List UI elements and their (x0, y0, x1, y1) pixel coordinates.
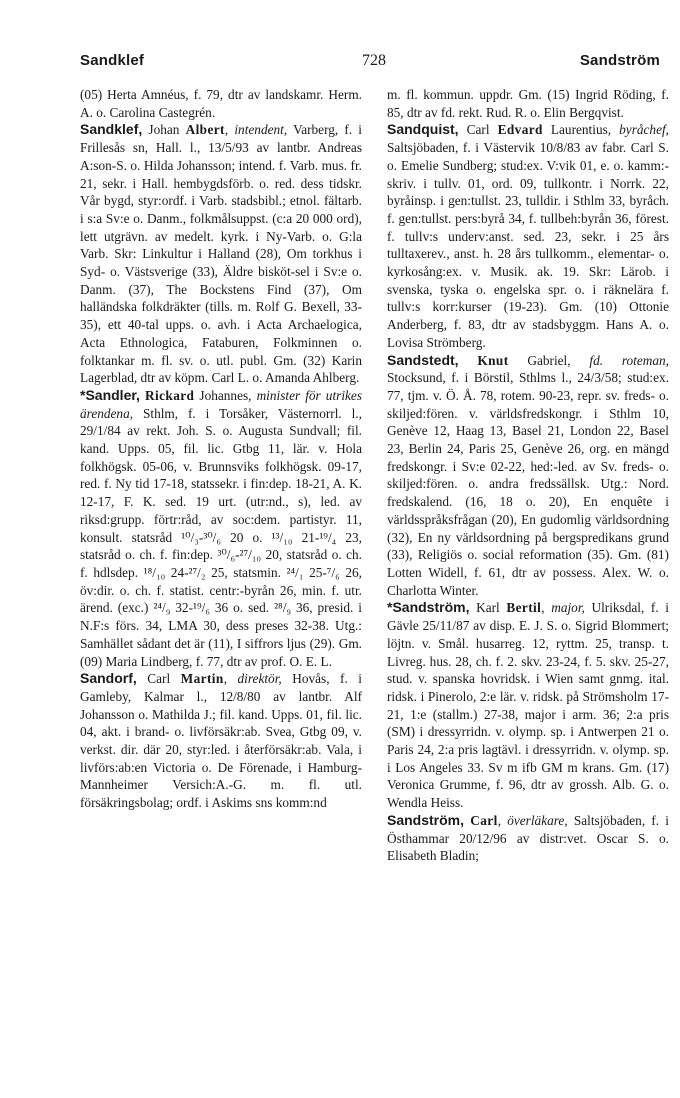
right-column (387, 86, 669, 865)
entry-title: direktör, (237, 671, 282, 687)
entry-title: fd. roteman, (589, 352, 669, 368)
entry-text: Stocksund, f. i Börstil, Sthlms l., 24/3/58; stud:ex. 77, tjm. v. Ö. Å. 78, rotem. 90-23, repr. sv. freds- o. skiljed:fören. v. världsfredskongr. i Sthlm 10, Genève 12, Haag 13, Basel 21, London 22, Basel 23, Berlin 24, Paris 25, Genève 26, org. en mängd fredskongr. i Sv:e 02-22, hed:-led. av Sv. freds- o. skiljed:fören. o. andra fredssällsk. Utg.: Nord. fredskalend. (16, 18 o. 20), En enquête i världsspråksfrågan (20), En gudomlig världsordning (32), En ny världsordning på bergspredikans grund (33), Religiös o. social reformation (35). Gm. (81) Lotten Widell, f. 61, dtr av possess. Alex. W. o. Charlotta Winter. (387, 370, 669, 598)
entry-text: Saltsjöbaden, f. i Östhammar 20/12/96 av distr:vet. Oscar S. o. Elisabeth Bladin; (387, 812, 669, 864)
biography-entry (387, 352, 669, 600)
entry-given-name: Edvard (497, 122, 543, 138)
entry-title: minister för utrikes ärendena, (80, 387, 362, 421)
entry-text: (05) Herta Amnéus, f. 79, dtr av landskamr. Herm. A. o. Carolina Castegrén. (80, 87, 362, 120)
entry-text: Karl (469, 600, 507, 616)
entry-surname: Sandström, (387, 811, 465, 828)
entry-text: Carl (458, 122, 498, 138)
entry-text: Varberg, f. i Frillesås sn, Hall. l., 13/5/93 av lantbr. Andreas A:son-S. o. Hilda Johansson; intend. f. Varb. mus. fr. 21, sekr. i Hall. hembygdsförb. o. red. dess tidskr. Vår bygd, styr:ordf. i Varb. stadsbibl.; etnol. fältarb. i s:a Sv:e o. Danm., folkmålsuppst. (c:a 20 000 ord), lett utgrävn. av medelt. kyrk. i Ny-Varb. o. G:la Varb. Skr: Linkultur i Halland (28), Om torkhus i Syd- o. Västsverige (33), Äldre bisköt-sel i Sv:e o. Danm. (37), The Bockstens Find (37), Om halländska folkdräkter (tills. m. Rolf G. Bexell, 33-35), ett 40-tal upps. o. avh. i Acta Archaelogica, Acta Ethnologica, Fataburen, Folkminnen o. folktankar m. fl. sv. o. utl. publ. Gm. (32) Karin Lagerblad, dtr av köpm. Carl L. o. Amanda Ahlberg. (80, 122, 362, 386)
biography-entry (80, 121, 362, 387)
entry-given-name: Rickard (145, 387, 195, 403)
entry-text: Hovås, f. i Gamleby, Kalmar l., 12/8/80 av lantbr. Alf Johansson o. Mathilda J.; fil. kand. Upps. 01, fil. lic. 04, akt. i brand- o. livförsäkr:ab. Svea, Gtbg 09, v. verkst. dir. där 20, styr:led. i återförsäkr:ab. Vala, i livförs:ab:en Victoria o. De Förenade, i Hamburg-Mannheimer Versich:A.-G. m. fl. utl. försäkringsbolag; ordf. i Askims sns komm:nd (80, 671, 362, 811)
entry-text: m. fl. kommun. uppdr. Gm. (15) Ingrid Röding, f. 85, dtr av fd. rekt. Rud. R. o. Elin Bergqvist. (387, 87, 669, 120)
entry-text: Johan (142, 122, 186, 138)
biography-entry (387, 86, 669, 121)
entry-text: , (497, 812, 508, 828)
entry-surname: Sandquist, (387, 121, 459, 138)
entry-text: , (223, 671, 238, 687)
biography-entry (387, 599, 669, 811)
entry-surname: Sandstedt, (387, 351, 459, 368)
running-head (80, 52, 660, 74)
entry-given-name: Albert (185, 122, 225, 138)
biography-entry (80, 670, 362, 812)
entry-text: , (541, 600, 552, 616)
entry-title: intendent, (234, 122, 288, 138)
entry-surname: *Sandler, (80, 386, 140, 403)
entry-text: Saltsjöbaden, f. i Västervik 10/8/83 av fabr. Carl S. o. Emelie Sundberg; stud:ex. V:vik 01, e. o. kamm:-skriv. i tullv. 01, ord. 09, tullkontr. i Norrk. 22, byråinsp. i gen:tullst. 23, tulldir. i Sthlm 33, byråch. f. gen:tullst. pers:byrå 34, f. tullbeh:byrån 36, förest. f. tullv:s underv:anst. sed. 23, sekr. i 25 års tulltaxerev., anst. h. 28 års tullkomm., elementar- o. kyrkosång:ex. v. Musik. ak. 19. Skr: Lärob. i svenska, tyska o. engelska spr. o. i räknelära f. tullv:s korr:kurser (19-23). Gm. (10) Ottonie Anderberg, f. 83, dtr av stadsbyggm. Hans A. o. Lovisa Strömberg. (387, 140, 669, 350)
entry-title: byråchef, (619, 122, 669, 138)
entry-text: Gabriel, (508, 352, 590, 368)
entry-given-name: Carl (470, 812, 498, 828)
biography-entry (387, 812, 669, 865)
entry-given-name: Knut (477, 352, 509, 368)
left-column (80, 86, 362, 812)
entry-text: Sthlm, f. i Torsåker, Västernorrl. l., 29/1/84 av rekt. Joh. S. o. Augusta Sundvall; fil. kand. Upps. 05, fil. lic. Gtbg 11, lär. v. Hola folkhögsk. 05-06, v. Brunnsviks folkhögsk. 09-17, red. f. Ny tid 17-18, statssekr. i fin:dep. 18-21, A. K. 12-17, F. K. sed. 19 urt. (utr:nd., s), led. av riksd:grupp. förtr:råd, av soc:dem. partistyr. 11, konsult. statsråd ¹⁰/₃-³⁰/₆ 20 o. ¹³/₁₀ 21-¹⁹/₄ 23, statsråd o. ch. f. fin:dep. ³⁰/₆-²⁷/₁₀ 20, statsråd o. ch. f. hdlsdep. ¹⁸/₁₀ 24-²⁷/₂ 25, statsmin. ²⁴/₁ 25-⁷/₆ 26, öv:dir. o. ch. f. statist. centr:-byrån 26, min. f. utr. ärend. (exc.) ²⁴/₉ 32-¹⁹/₆ 36 o. sed. ²⁸/₉ 36, presid. i N.F:s förs. 34, LMA 30, dess preses 32-38. Utg.: Samhället sådant det är (11), I siffrors ljus (29). Gm. (09) Maria Lindberg, f. 77, dtr av prof. O. E. L. (80, 405, 362, 669)
entry-given-name: Bertil (506, 600, 542, 616)
entry-title: överläkare, (507, 812, 568, 828)
biography-entry (80, 86, 362, 121)
entry-surname: *Sandström, (387, 599, 470, 616)
entry-text (459, 353, 478, 368)
entry-surname: Sandorf, (80, 670, 137, 687)
page-number: 728 (362, 52, 386, 69)
biography-entry (80, 387, 362, 670)
entry-text: , (224, 122, 235, 138)
running-head-right: Sandström (579, 52, 660, 69)
entry-given-name: Martin (180, 671, 224, 687)
running-head-left: Sandklef (80, 52, 145, 69)
entry-text: Ulriksdal, f. i Gävle 25/11/87 av disp. E. J. S. o. Sigrid Blommert; löjtn. v. Smål. husarreg. 12, ryttm. 25, transp. t. Livreg. hus. 28, ch. f. 2. skv. 23-24, f. 5. skv. 25-27, stud. v. spanska hovridsk. i Wien samt gnmg. ital. ridsk. i Pinerolo, 2:e lär. v. ridsk. på Strömsholm 17-21, 1:e (stallm.) 27-38, major i arm. 36; 2:a pris (SM) i dressyrridn. v. olymp. sp. i Antwerpen 21 o. Paris 24, 2:a pris lagtävl. i dressyrridn. v. olymp. sp. i Los Angeles 33. Sv m ifb GM m krans. Gm. (17) Veronica Grumme, f. 96, dtr av grossh. Alb. G. o. Wendla Heiss. (387, 600, 669, 811)
entry-surname: Sandklef, (80, 121, 143, 138)
entry-text: Laurentius, (542, 122, 620, 138)
entry-text: Johannes, (194, 387, 257, 403)
entry-text: Carl (136, 671, 181, 687)
biography-entry (387, 121, 669, 351)
entry-title: major, (551, 600, 585, 616)
